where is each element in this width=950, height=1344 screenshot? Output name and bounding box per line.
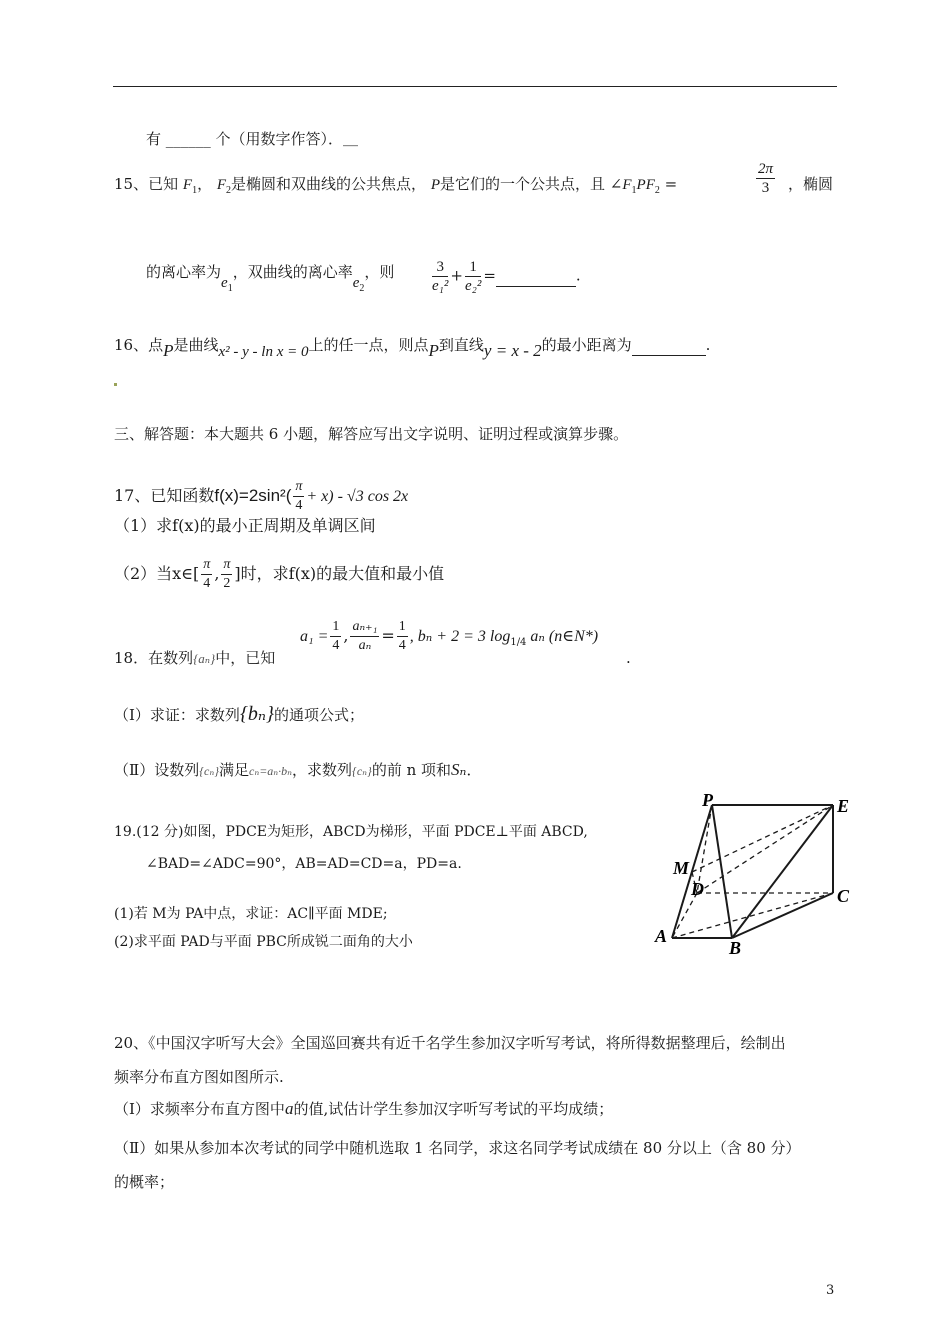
q15-answer-blank	[496, 266, 576, 287]
q18-a1: a₁ =	[300, 628, 329, 645]
q18-cnum2: aₙ₊₁	[350, 618, 379, 637]
q19-line2: ∠BAD=∠ADC=90°，AB=AD=CD=a，PD=a.	[146, 856, 462, 872]
q20-part3: 的概率；	[114, 1173, 175, 1191]
q18-cnum3: 1	[397, 618, 408, 637]
q18-log-base: 1/4	[510, 637, 527, 649]
q18-stem	[114, 648, 275, 669]
q18-ceq: =	[381, 626, 395, 645]
q15-angle: ∠F	[609, 177, 632, 193]
q18-p2-b: 满足	[219, 761, 250, 779]
q17-stem	[114, 478, 408, 515]
q19-label-d: D	[691, 879, 704, 899]
q20-line2: 频率分布直方图如图所示.	[114, 1068, 284, 1086]
q15-line1	[114, 174, 677, 201]
q15-line2-c: ，则	[364, 263, 395, 281]
q18-ctail: , bₙ + 2 = 3 log	[409, 628, 511, 645]
q18-cden1: 4	[332, 638, 340, 653]
q15-eq: =	[664, 175, 678, 193]
q20-line1: 20、《中国汉字听写大会》全国巡回赛共有近千名学生参加汉字听写考试，将所得数据整理后，绘制出	[114, 1034, 786, 1052]
header-rule	[113, 86, 837, 87]
q20-part2: （Ⅱ）如果从参加本次考试的同学中随机选取 1 名同学，求这名同学考试成绩在 80 分以上（含 80 分）	[114, 1139, 801, 1157]
q15-f2-sub: 2	[226, 185, 232, 196]
q15-comma: ，	[197, 175, 213, 193]
q15-text3: 是它们的一个公共点，且	[440, 175, 606, 193]
q15-line2-b: ，双曲线的离心率	[232, 263, 353, 281]
q15-end: .	[575, 266, 581, 285]
q15-p: P	[430, 177, 440, 193]
q18-cn2: {cₙ}	[352, 764, 372, 778]
q18-cn-def: cₙ=aₙ·bₙ	[249, 764, 293, 778]
q16-line-eq: y = x - 2	[483, 341, 542, 360]
q15-frac-den: 3	[761, 180, 770, 196]
q15-angle-sub1: 1	[631, 185, 637, 196]
q15-tail: ，椭圆	[788, 175, 834, 193]
q18-part1	[114, 704, 364, 725]
q15-e1: e	[221, 275, 228, 291]
q18-p2-c: ，求数列	[292, 761, 353, 779]
q20-a: a	[284, 1099, 294, 1118]
q20-p1-b: 的值,试估计学生参加汉字听写考试的平均成绩；	[293, 1100, 614, 1118]
q18-number: 18．在数列	[114, 649, 194, 667]
q19-part2: (2)求平面 PAD与平面 PBC所成锐二面角的大小	[114, 934, 413, 950]
q15-angle-sub2: 2	[654, 185, 660, 196]
q17-p2-a: （2）当x∈[	[114, 564, 200, 583]
q17-func-tail: + x) - √3 cos 2x	[306, 488, 409, 505]
q18-cden2: aₙ	[358, 638, 372, 653]
q18-p1-a: （Ⅰ）求证：求数列	[114, 706, 240, 724]
q18-ccomma: ,	[343, 626, 349, 645]
q17-number: 17、已知函数	[114, 486, 215, 505]
q18-bn: {bₙ}	[239, 703, 275, 725]
q15-line2-a: 的离心率为	[146, 263, 222, 281]
q15-frac-num: 2π	[758, 161, 774, 177]
q15-text: 已知	[148, 175, 179, 193]
q15-f2: F	[216, 177, 227, 193]
q16-text1: 是曲线	[173, 336, 219, 354]
q15-e2-sub: 2	[359, 283, 365, 294]
q18-p2-e: ．	[466, 761, 482, 779]
q16-text2: 上的任一点，则点	[308, 336, 429, 354]
q15-line2	[146, 262, 395, 294]
page-number: 3	[826, 1283, 835, 1298]
q20-part1	[114, 1099, 613, 1119]
q17-p2-pi1: π	[201, 556, 212, 575]
q18-condition	[300, 618, 598, 655]
q17-p2-pi2: π	[221, 556, 232, 575]
q18-p2-a: （Ⅱ）设数列	[114, 761, 200, 779]
q16-p: P	[163, 341, 174, 360]
q16-number: 16、点	[114, 336, 164, 354]
q19-label-b: B	[729, 938, 742, 958]
q15-frac2-den: e₁²	[432, 278, 449, 294]
q19-label-a: A	[655, 926, 668, 946]
q16-p2: P	[428, 341, 439, 360]
q15-number: 15、	[114, 175, 149, 193]
q15-e1-sub: 1	[227, 283, 233, 294]
q17-p2-den1: 4	[203, 576, 211, 591]
q16-text3: 到直线	[438, 336, 484, 354]
q17-p2-b: ]时，求f(x)的最大值和最小值	[234, 564, 445, 583]
q19-figure-hidden-edges	[672, 805, 833, 938]
q19-label-m: M	[673, 858, 690, 878]
q18-sn: Sₙ	[451, 760, 467, 779]
q19-part1: (1)若 M为 PA中点，求证：AC∥平面 MDE;	[114, 906, 388, 922]
q17-pi: π	[293, 478, 304, 497]
q17-p2-comma: ,	[214, 564, 220, 583]
q15-expr	[430, 258, 581, 295]
q15-fraction	[754, 160, 777, 197]
q18-part2	[114, 760, 481, 781]
q17-p2-den2: 2	[223, 576, 231, 591]
q20-p1-a: （Ⅰ）求频率分布直方图中	[114, 1100, 285, 1118]
q19-label-p: P	[702, 790, 713, 810]
q17-func: f(x)=2sin²(	[214, 486, 292, 505]
q15-eq2: =	[483, 266, 496, 285]
q18-cn: {cₙ}	[199, 764, 219, 778]
q15-angle-mid: PF	[636, 177, 655, 193]
q16-line	[114, 335, 711, 360]
q18-period: .	[626, 649, 631, 667]
q17-part2	[114, 556, 444, 593]
q19-label-e: E	[837, 796, 850, 816]
q15-frac2-num: 3	[432, 258, 448, 277]
q19-line1: 19.(12 分)如图，PDCE为矩形，ABCD为梯形，平面 PDCE⊥平面 ABCD,	[114, 824, 588, 840]
q19-label-c: C	[837, 886, 850, 906]
q19-figure	[645, 790, 865, 960]
q16-text4: 的最小距离为	[541, 336, 632, 354]
q15-text2: 是椭圆和双曲线的公共焦点，	[231, 175, 427, 193]
q15-f1-sub: 1	[192, 185, 198, 196]
q14-tail: 有 ______ 个（用数字作答）．＿	[146, 130, 359, 148]
q16-curve: x² - y - ln x = 0	[218, 344, 309, 360]
q18-cnum1: 1	[330, 618, 341, 637]
q17-four: 4	[295, 498, 303, 513]
q18-cend: aₙ (n∈N*)	[526, 628, 599, 645]
q17-part1: （1）求f(x)的最小正周期及单调区间	[114, 516, 376, 535]
q18-cden3: 4	[398, 638, 406, 653]
section-3-heading: 三、解答题：本大题共 6 小题，解答应写出文字说明、证明过程或演算步骤。	[114, 425, 629, 443]
q15-plus: +	[450, 266, 463, 285]
q18-text1: 中，已知	[215, 649, 276, 667]
q15-frac3-num: 1	[465, 258, 481, 277]
q16-end: .	[705, 336, 711, 354]
q19-figure-solid-edges	[672, 805, 833, 938]
q15-f1: F	[182, 177, 193, 193]
q18-p1-b: 的通项公式；	[274, 706, 365, 724]
q18-p2-d: 的前 n 项和	[371, 761, 452, 779]
q18-an: {aₙ}	[193, 651, 216, 666]
stray-mark	[114, 383, 117, 386]
q15-frac3-den: e₂²	[464, 278, 482, 294]
q16-answer-blank	[632, 335, 706, 356]
q15-e2: e	[352, 275, 360, 291]
